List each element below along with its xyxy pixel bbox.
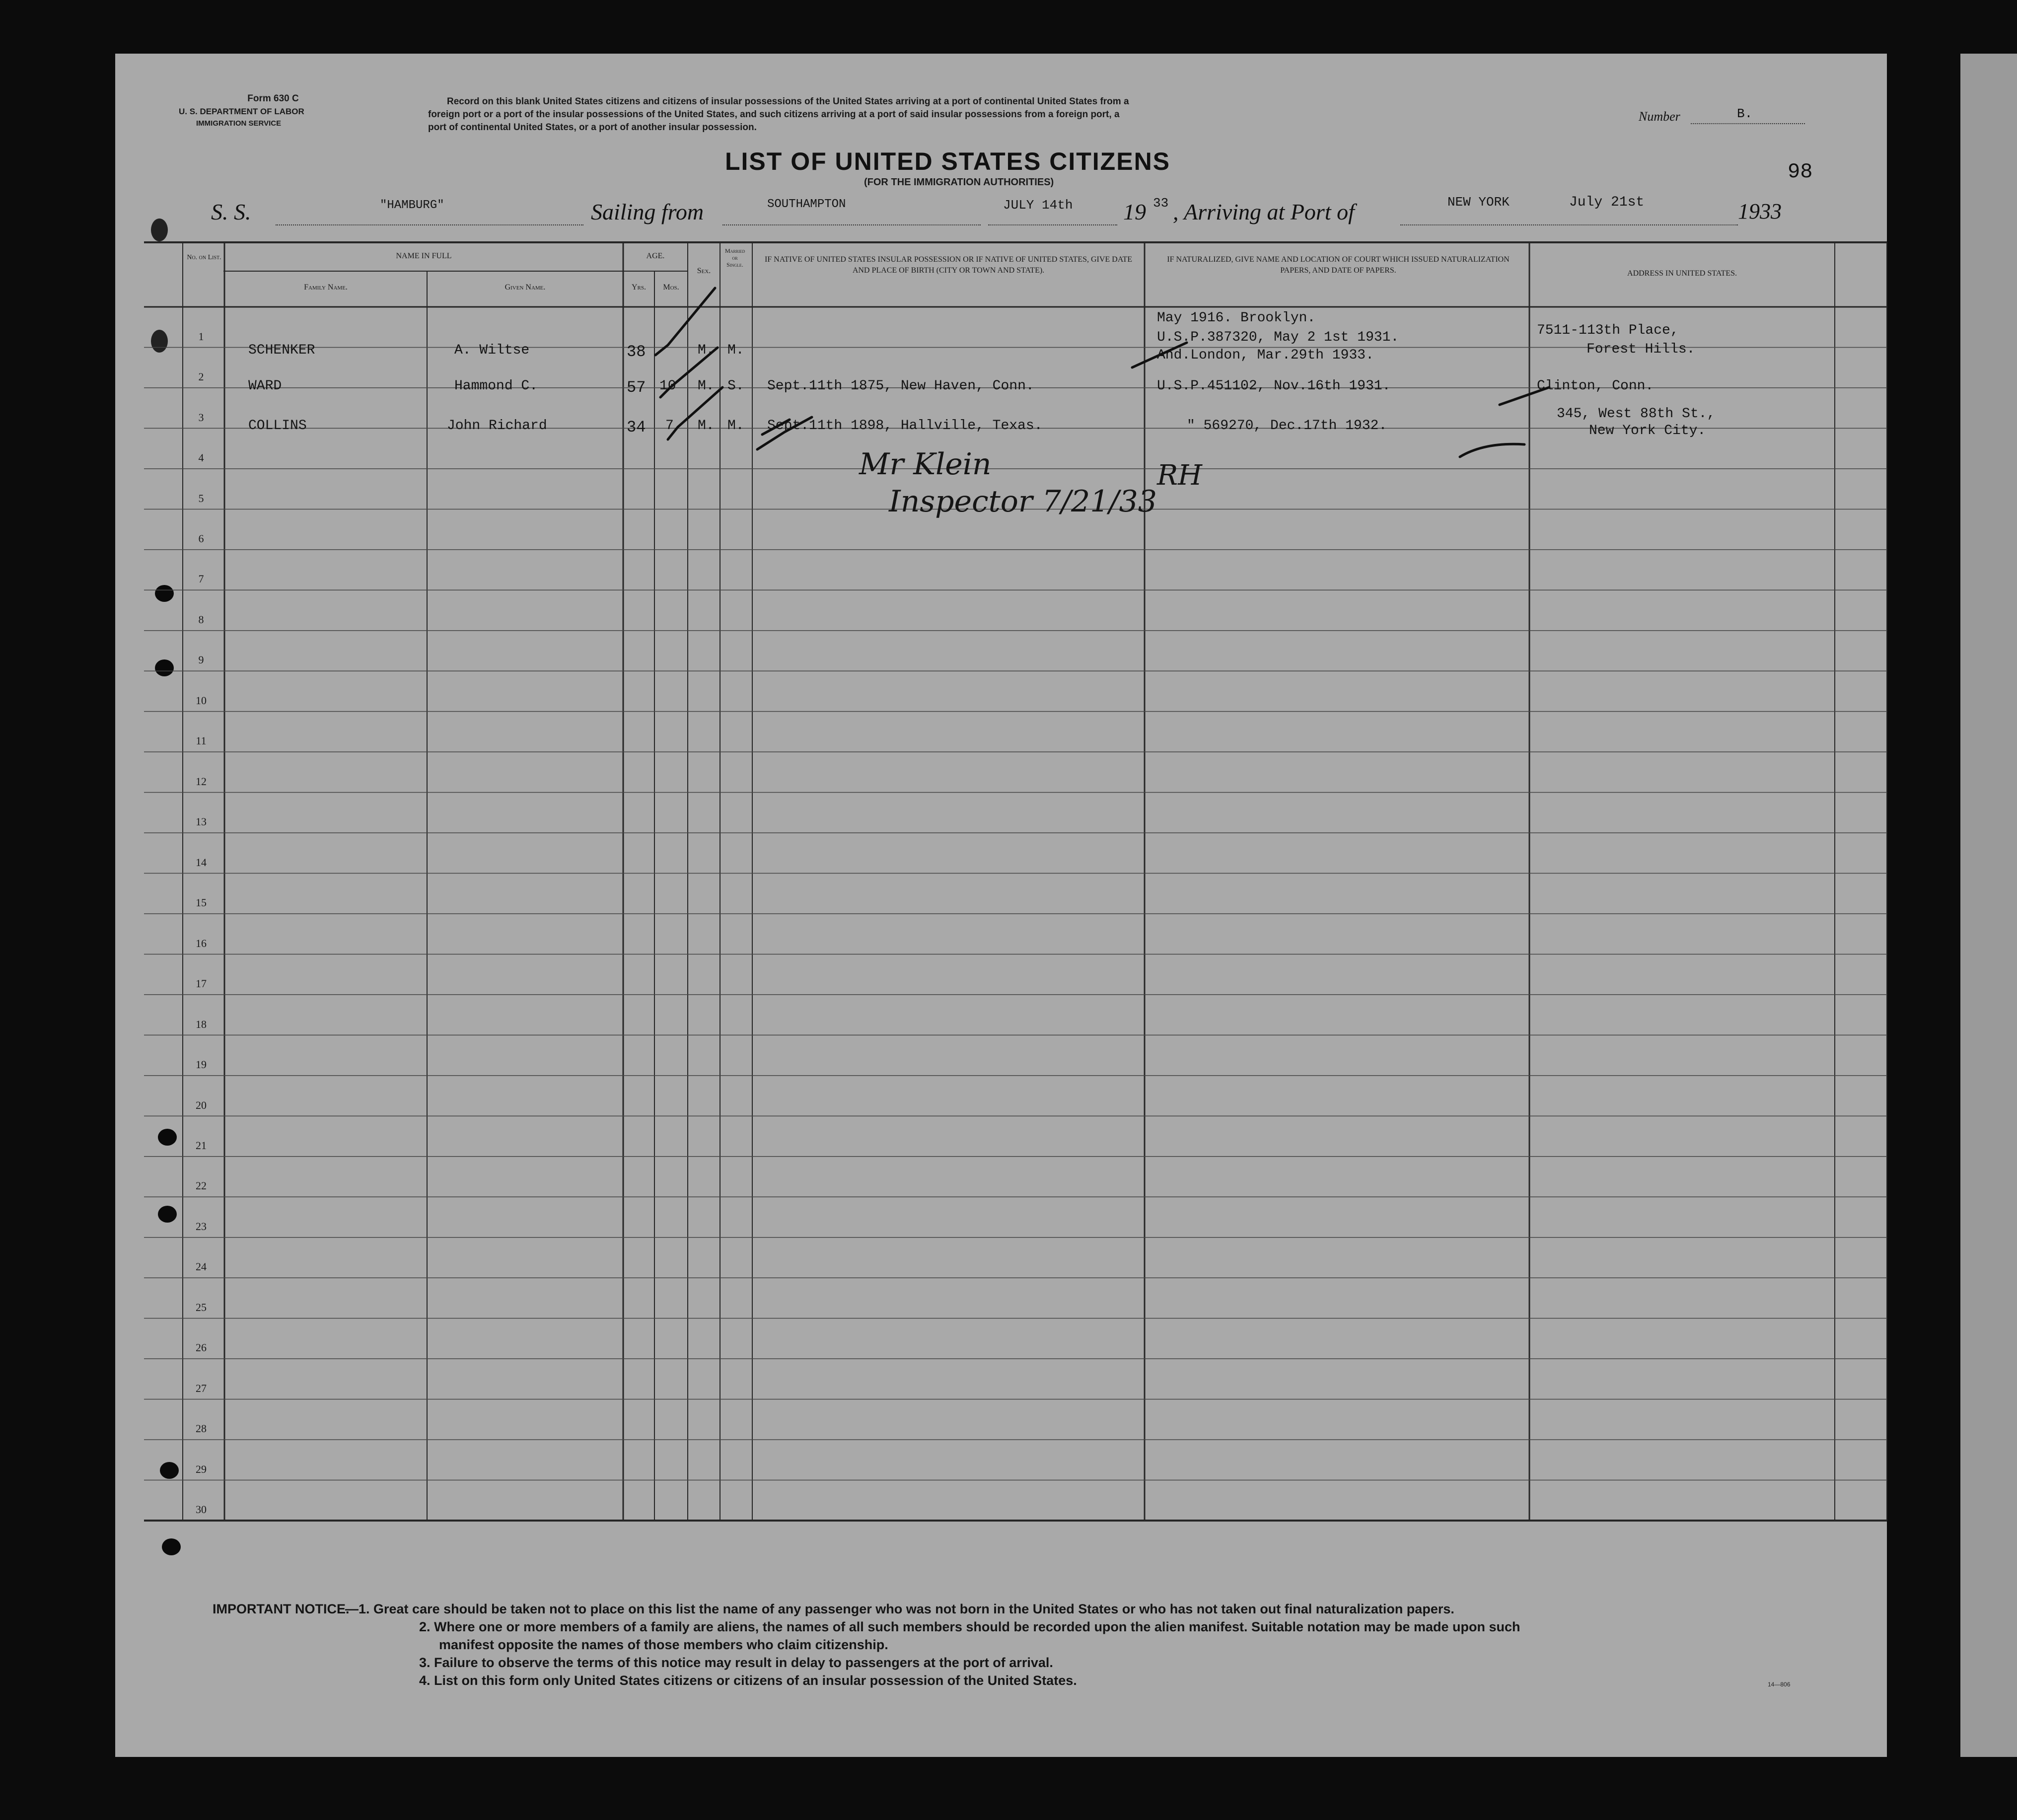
row-number: 5 [198, 492, 204, 505]
row-number: 30 [196, 1503, 207, 1516]
row-2-yrs: 57 [627, 378, 646, 397]
page-subtitle: (FOR THE IMMIGRATION AUTHORITIES) [864, 177, 1054, 188]
sailing-port: SOUTHAMPTON [767, 198, 846, 211]
sailing-year: 33 [1153, 196, 1169, 211]
col-sex: Sex. [697, 267, 711, 275]
col-age: AGE. [646, 252, 665, 260]
row-1-nat-3: And.London, Mar.29th 1933. [1157, 348, 1374, 363]
row-number: 25 [196, 1301, 207, 1313]
row-number: 12 [196, 775, 207, 788]
row-3-birth: Sept.11th 1898, Hallville, Texas. [767, 418, 1043, 434]
department: U. S. DEPARTMENT OF LABOR [179, 107, 304, 116]
row-2-birth: Sept.11th 1875, New Haven, Conn. [767, 378, 1034, 394]
row-3-given: John Richard [447, 418, 547, 434]
row-number: 15 [196, 896, 207, 909]
instruction-line-3: port of continental United States, or a port of another insular possession. [428, 122, 757, 133]
row-3-mos: 7 [665, 418, 674, 434]
col-no: No. on List. [187, 254, 221, 261]
page-number: 98 [1788, 160, 1813, 184]
row-3-addr-2: New York City. [1589, 423, 1706, 438]
row-number: 7 [198, 573, 204, 585]
row-number: 23 [196, 1220, 207, 1233]
col-name-in-full: NAME IN FULL [396, 252, 452, 260]
year-prefix: 19 [1123, 199, 1146, 224]
row-number: 20 [196, 1098, 207, 1111]
notice-item-3: 3. Failure to observe the terms of this notice may result in delay to passengers at the port of arrival. [419, 1655, 1053, 1670]
row-1-family: SCHENKER [248, 343, 315, 358]
row-number: 28 [196, 1422, 207, 1435]
row-number: 22 [196, 1179, 207, 1192]
page-title: LIST OF UNITED STATES CITIZENS [725, 147, 1171, 175]
row-number: 29 [196, 1462, 207, 1475]
instruction-line-2: foreign port or a port of the insular possessions of the United States, and such citizens arriving at a port of said insular possessions from a foreign port, a [428, 109, 1120, 120]
row-2-family: WARD [248, 378, 282, 394]
row-number: 19 [196, 1058, 207, 1071]
row-2-given: Hammond C. [454, 378, 538, 394]
service: IMMIGRATION SERVICE [196, 119, 282, 128]
row-number: 1 [198, 330, 204, 343]
row-3-nat: " 569270, Dec.17th 1932. [1187, 418, 1387, 434]
notice-item-1: —1. Great care should be taken not to place on this list the name of any passenger who was not born in the United States or who has not taken out final naturalization papers. [345, 1602, 1454, 1616]
row-2-married: S. [727, 378, 744, 394]
row-1-yrs: 38 [627, 343, 646, 361]
row-number: 27 [196, 1382, 207, 1394]
row-2-nat: U.S.P.451102, Nov.16th 1931. [1157, 378, 1391, 394]
row-1-married: M. [727, 343, 744, 358]
row-2-sex: M. [698, 378, 715, 394]
row-1-sex: M. [698, 343, 715, 358]
row-1-given: A. Wiltse [454, 343, 530, 358]
row-number: 21 [196, 1139, 207, 1152]
notice-item-4: 4. List on this form only United States citizens or citizens of an insular possession of the United States. [419, 1673, 1077, 1688]
number-value: B. [1737, 106, 1753, 121]
row-1-addr-1: 7511-113th Place, [1537, 323, 1679, 338]
row-3-family: COLLINS [248, 418, 307, 434]
col-native: IF NATIVE OF UNITED STATES INSULAR POSSESSION OR IF NATIVE OF UNITED STATES, GIVE DATE AND PLACE OF BIRTH (CITY OR TOWN AND STATE). [764, 255, 1133, 275]
arrival-date: July 21st [1569, 195, 1645, 210]
col-married: Married or Single. [725, 247, 745, 268]
row-number: 14 [196, 856, 207, 869]
col-family-name: Family Name. [304, 283, 348, 291]
form-number: Form 630 C [247, 93, 299, 104]
row-number: 24 [196, 1260, 207, 1273]
col-naturalized: IF NATURALIZED, GIVE NAME AND LOCATION OF COURT WHICH ISSUED NATURALIZATION PAPERS, AND DATE OF PAPERS. [1167, 255, 1510, 275]
row-number: 4 [198, 451, 204, 464]
instruction-line-1: Record on this blank United States citizens and citizens of insular possessions of the United States arriving at a port of continental United States from a [447, 96, 1129, 107]
col-mos: Mos. [663, 283, 679, 291]
row-number: 17 [196, 977, 207, 990]
row-2-mos: 10 [659, 378, 676, 394]
sailing-date: JULY 14th [1003, 198, 1073, 213]
row-2-addr: Clinton, Conn. [1537, 378, 1654, 394]
row-number: 6 [198, 532, 204, 545]
row-number: 10 [196, 694, 207, 707]
row-number: 16 [196, 937, 207, 949]
col-given-name: Given Name. [504, 283, 546, 291]
inspector-date-handwriting: Inspector 7/21/33 [889, 484, 1157, 519]
row-number: 26 [196, 1341, 207, 1354]
arriving-label: , Arriving at Port of [1173, 199, 1355, 224]
row-number: 9 [198, 654, 204, 666]
row-1-nat-2: U.S.P.387320, May 2 1st 1931. [1157, 330, 1399, 345]
row-1-nat-1: May 1916. Brooklyn. [1157, 310, 1316, 326]
arrival-year: 1933 [1738, 199, 1782, 223]
row-number: 3 [198, 411, 204, 424]
row-number: 2 [198, 370, 204, 383]
notice-label: IMPORTANT NOTICE. [213, 1602, 350, 1616]
ss-label: S. S. [211, 199, 251, 224]
notice-item-2-cont: manifest opposite the names of those members who claim citizenship. [439, 1637, 888, 1652]
col-yrs: Yrs. [631, 283, 646, 291]
row-3-sex: M. [698, 418, 715, 434]
row-3-addr-1: 345, West 88th St., [1557, 406, 1716, 422]
row-number: 8 [198, 613, 204, 626]
inspector-initials-handwriting: RH [1157, 459, 1202, 492]
row-3-married: M. [727, 418, 744, 434]
row-3-yrs: 34 [627, 418, 646, 437]
col-address: ADDRESS IN UNITED STATES. [1627, 269, 1737, 278]
ship-name: "HAMBURG" [380, 199, 444, 212]
sailing-label: Sailing from [591, 199, 704, 224]
notice-item-2: 2. Where one or more members of a family are aliens, the names of all such members should be recorded upon the alien manifest. Suitable notation may be made upon such [419, 1619, 1520, 1634]
arrival-port: NEW YORK [1447, 195, 1510, 210]
row-number: 18 [196, 1018, 207, 1030]
print-code: 14—806 [1768, 1681, 1791, 1688]
row-number: 11 [196, 734, 207, 747]
row-number: 13 [196, 815, 207, 828]
row-1-addr-2: Forest Hills. [1586, 342, 1695, 357]
number-label: Number [1639, 109, 1680, 124]
inspector-name-handwriting: Mr Klein [859, 447, 992, 482]
